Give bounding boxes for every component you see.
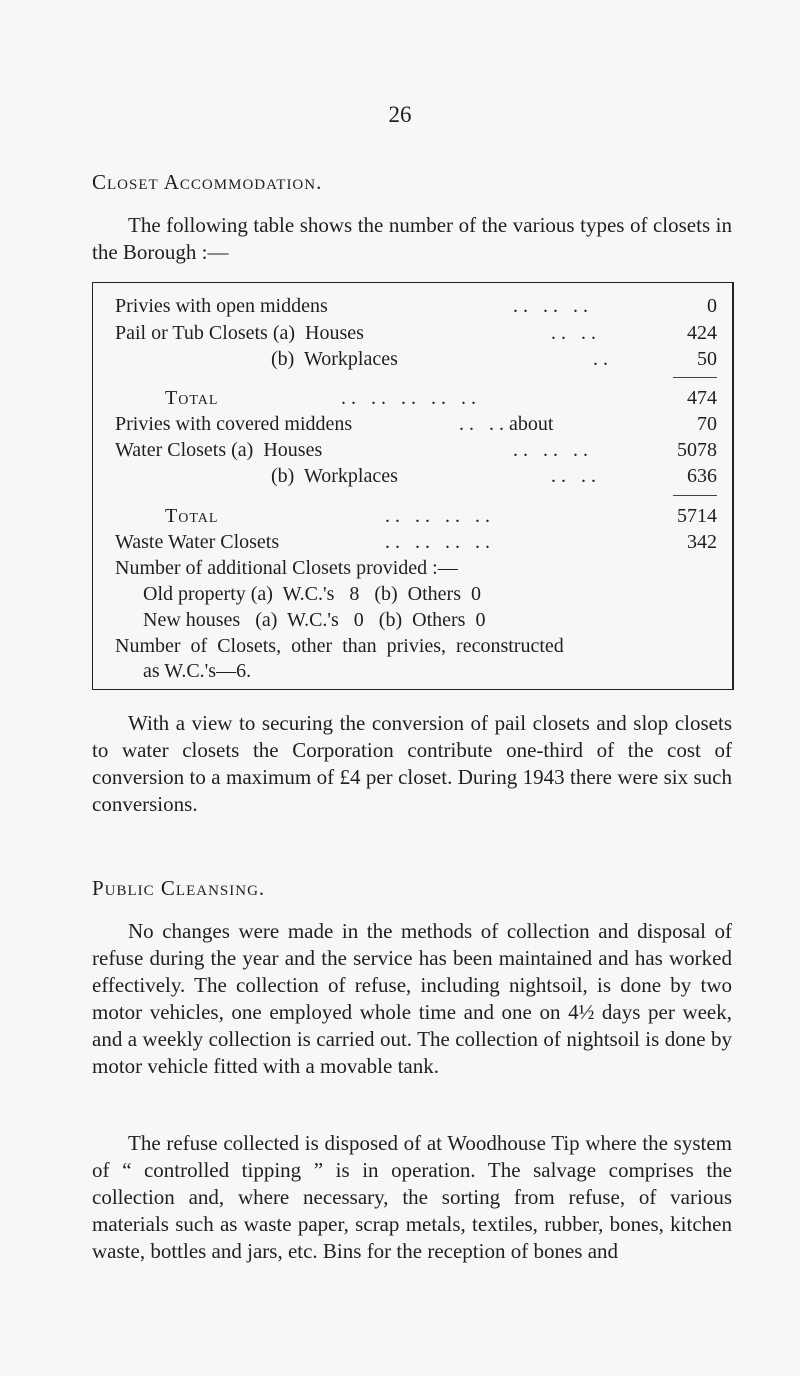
row-label: Privies with covered middens bbox=[115, 413, 353, 435]
total-label: Total bbox=[165, 387, 219, 409]
row-value: 342 bbox=[687, 531, 717, 553]
table-row bbox=[93, 465, 735, 490]
subtotal-rule bbox=[673, 377, 717, 378]
row-dots: . . . . about bbox=[459, 413, 554, 435]
cleansing-paragraph-1 bbox=[92, 918, 732, 1080]
row-value: 5078 bbox=[677, 439, 717, 461]
row-label: Water Closets (a) Houses bbox=[115, 439, 323, 461]
row-value: 424 bbox=[687, 322, 717, 344]
row-dots: . . . . . . . . bbox=[385, 505, 490, 527]
old-property-row bbox=[93, 583, 735, 608]
reconstructed-line2: as W.C.'s—6. bbox=[143, 660, 252, 682]
table-row bbox=[93, 531, 735, 556]
table-row bbox=[93, 505, 735, 530]
row-dots: . . . . . . . . . . bbox=[341, 387, 476, 409]
row-label: (b) Workplaces bbox=[271, 465, 398, 487]
cleansing-text-1: No changes were made in the methods of collection and disposal of refuse during the year and the service has been maintained and has worked effectively. The collection of refuse, including nightsoil, is done by two motor vehicles, one employed whole time and one on 4½ days per week, and a weekly collection is carried out. The collection of nightsoil is done by motor vehicle fitted with a movable tank. bbox=[92, 919, 732, 1078]
cleansing-text-2: The refuse collected is disposed of at Woodhouse Tip where the system of “ controlled tipping ” is in operation. The salvage comprises the collection and, where necessary, the sorting from refuse, of various materials such as waste paper, scrap metals, textiles, rubber, bones, kitchen waste, bottles and jars, etc. Bins for the reception of bones and bbox=[92, 1131, 732, 1263]
subtotal-rule bbox=[673, 495, 717, 496]
table-row bbox=[93, 348, 735, 373]
conversion-paragraph bbox=[92, 710, 732, 818]
row-dots: . . . . . . bbox=[513, 439, 588, 461]
closet-table bbox=[92, 282, 734, 690]
additional-heading-text: Number of additional Closets provided :— bbox=[115, 557, 458, 579]
reconstructed-row bbox=[93, 635, 735, 660]
row-value: 474 bbox=[687, 387, 717, 409]
old-property-text: Old property (a) W.C.'s 8 (b) Others 0 bbox=[143, 583, 481, 605]
table-row bbox=[93, 322, 735, 347]
new-houses-text: New houses (a) W.C.'s 0 (b) Others 0 bbox=[143, 609, 486, 631]
total-label: Total bbox=[165, 505, 219, 527]
row-label: Privies with open middens bbox=[115, 295, 328, 317]
row-label: Waste Water Closets bbox=[115, 531, 280, 553]
new-houses-row bbox=[93, 609, 735, 634]
reconstructed-row-2 bbox=[93, 660, 735, 685]
table-row bbox=[93, 439, 735, 464]
table-row bbox=[93, 387, 735, 412]
row-value: 636 bbox=[687, 465, 717, 487]
row-dots: . . . . bbox=[551, 465, 596, 487]
row-label: Pail or Tub Closets (a) Houses bbox=[115, 322, 364, 344]
page-number: 26 bbox=[388, 102, 412, 127]
row-dots: . . . . . . . . bbox=[385, 531, 490, 553]
row-dots: . . bbox=[593, 348, 608, 370]
row-value: 0 bbox=[707, 295, 717, 317]
row-dots: . . . . . . bbox=[513, 295, 588, 317]
table-row bbox=[93, 413, 735, 438]
row-value: 5714 bbox=[677, 505, 717, 527]
row-value: 50 bbox=[697, 348, 717, 370]
cleansing-heading: Public Cleansing. bbox=[92, 876, 266, 900]
cleansing-paragraph-2 bbox=[92, 1130, 732, 1265]
closet-intro-text: The following table shows the number of the various types of closets in the Borough :— bbox=[92, 213, 732, 264]
reconstructed-line1: Number of Closets, other than privies, reconstructed bbox=[115, 635, 564, 657]
row-dots: . . . . bbox=[551, 322, 596, 344]
table-row bbox=[93, 295, 735, 320]
closet-intro bbox=[92, 212, 732, 266]
row-label: (b) Workplaces bbox=[271, 348, 398, 370]
row-value: 70 bbox=[697, 413, 717, 435]
additional-closets-heading bbox=[93, 557, 735, 582]
closet-heading: Closet Accommodation. bbox=[92, 170, 323, 194]
conversion-text: With a view to securing the conversion of pail closets and slop closets to water closets the Corporation contribute one-third of the cost of conversion to a maximum of £4 per closet. During 1943 there were six such conversions. bbox=[92, 711, 732, 816]
